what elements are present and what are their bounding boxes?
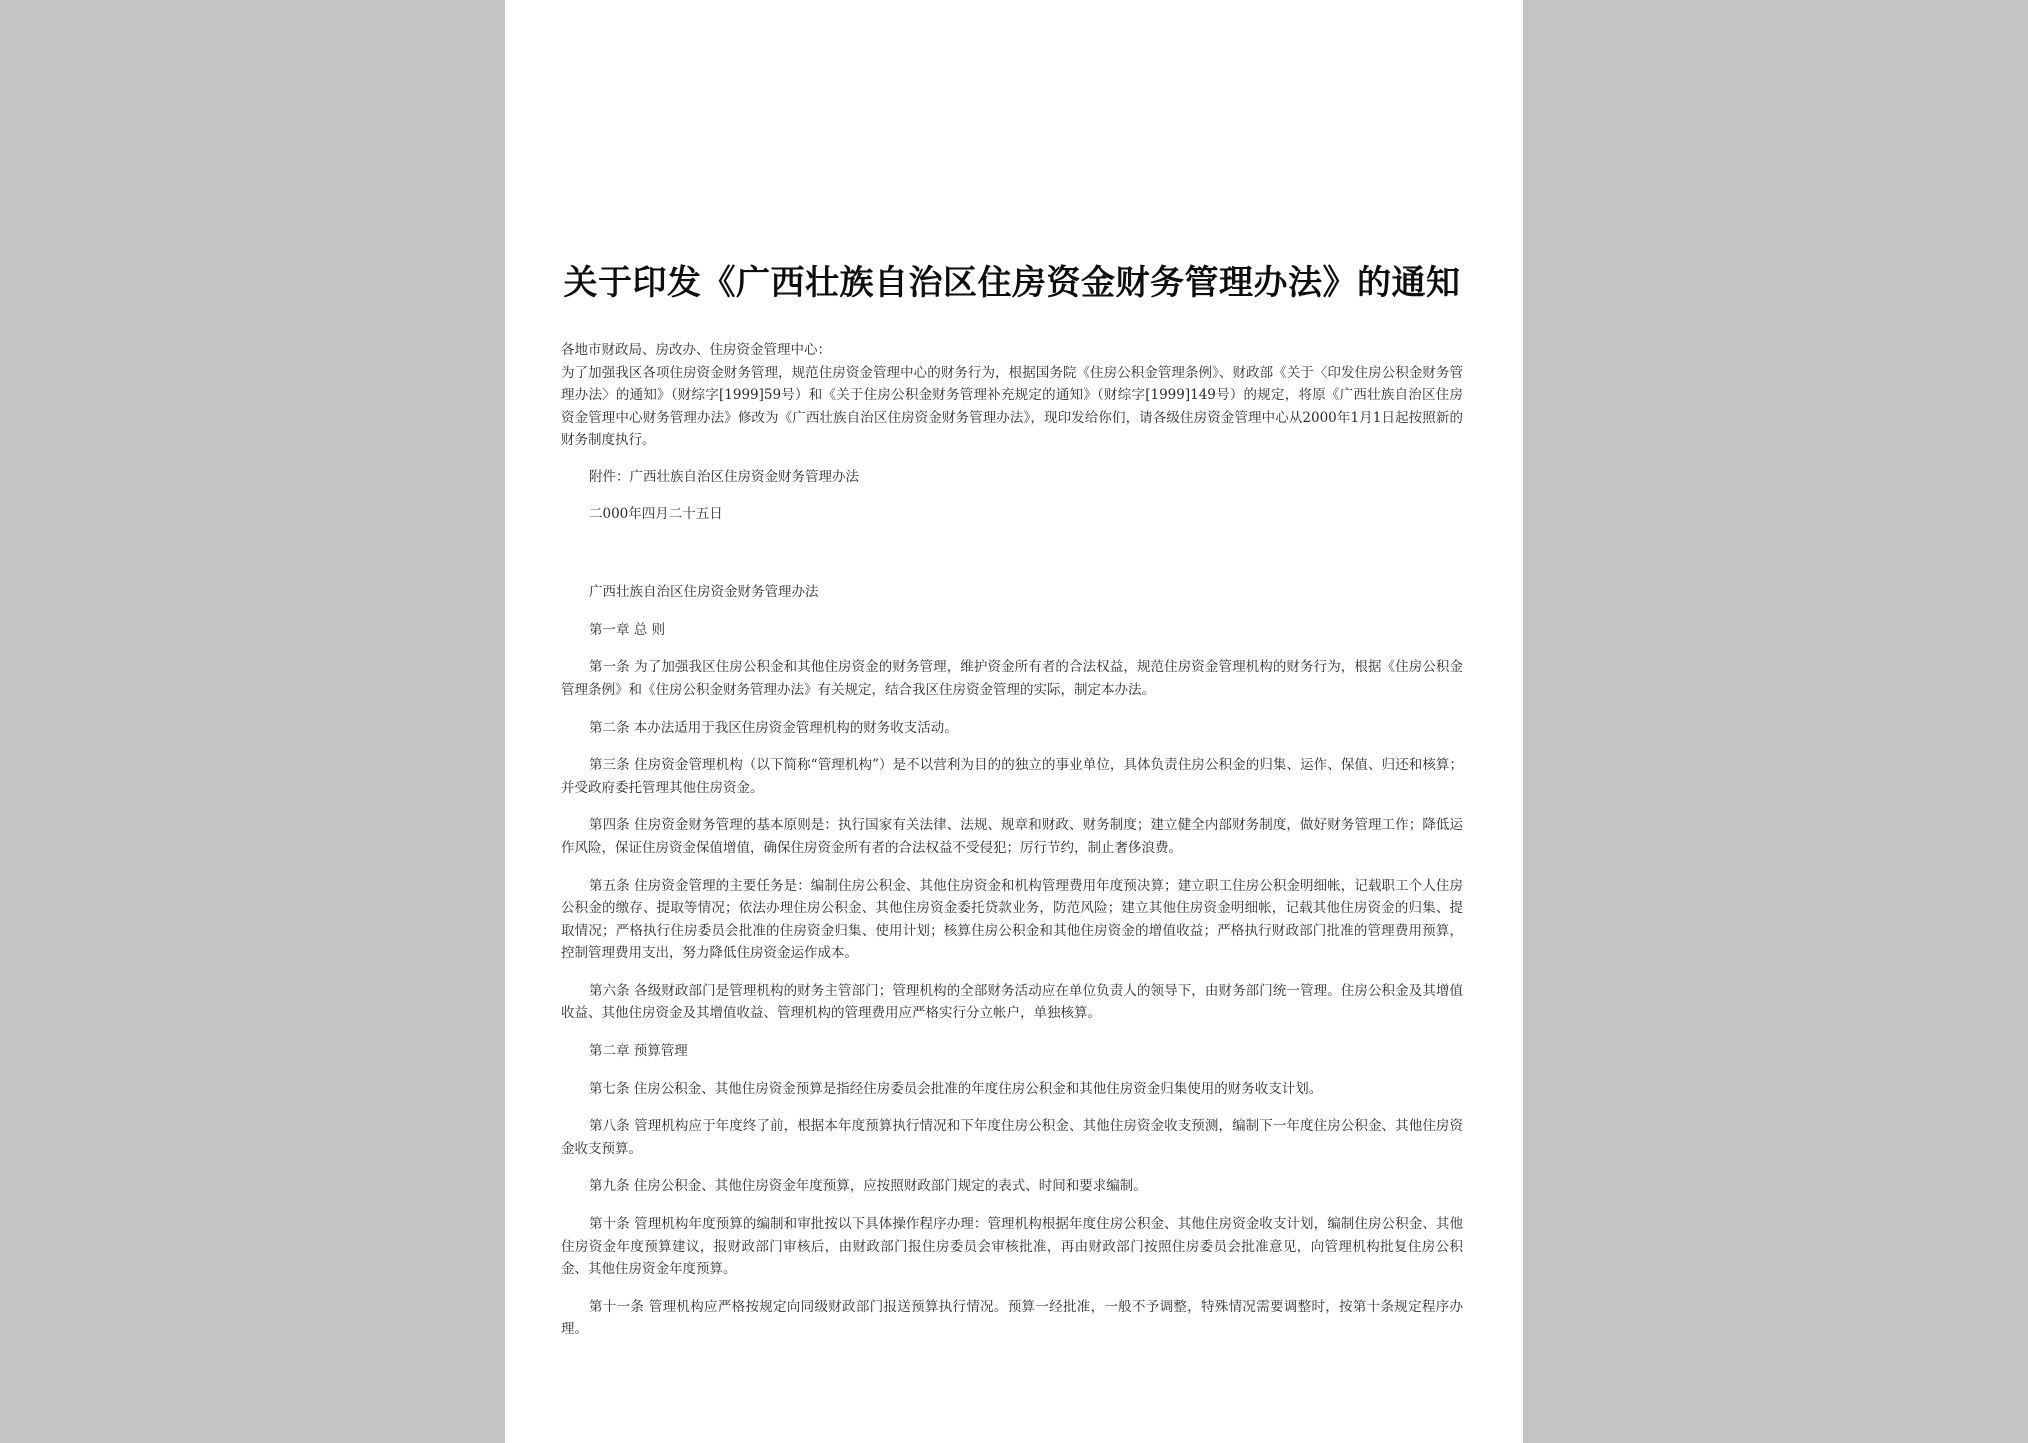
chapter-heading: 第一章 总 则 <box>589 621 666 638</box>
document-page <box>505 0 1523 1443</box>
attachment-line: 附件：广西壮族自治区住房资金财务管理办法 <box>589 468 859 485</box>
article-9: 第九条 住房公积金、其他住房资金年度预算，应按照财政部门规定的表式、时间和要求编制。 <box>589 1178 1147 1195</box>
salutation: 各地市财政局、房改办、住房资金管理中心： <box>561 342 831 358</box>
article-8: 第八条 管理机构应于年度终了前，根据本年度预算执行情况和下年度住房公积金、其他住房资金收支预测，编制下一年度住房公积金、其他住房资金收支预算。 <box>561 1118 1463 1157</box>
article-4: 第四条 住房资金财务管理的基本原则是：执行国家有关法律、法规、规章和财政、财务制度；建立健全内部财务制度，做好财务管理工作；降低运作风险，保证住房资金保值增值，确保住房资金所有者的合法权益不受侵犯；厉行节约，制止奢侈浪费。 <box>561 817 1463 856</box>
article-3: 第三条 住房资金管理机构（以下简称“管理机构”）是不以营利为目的的独立的事业单位，具体负责住房公积金的归集、运作、保值、归还和核算；并受政府委托管理其他住房资金。 <box>561 757 1463 796</box>
article-1: 第一条 为了加强我区住房公积金和其他住房资金的财务管理，维护资金所有者的合法权益，规范住房资金管理机构的财务行为，根据《住房公积金管理条例》和《住房公积金财务管理办法》有关规定，结合我区住房资金管理的实际，制定本办法。 <box>561 659 1463 698</box>
issue-date: 二000年四月二十五日 <box>589 505 723 522</box>
document-title: 关于印发《广西壮族自治区住房资金财务管理办法》的通知 <box>563 263 1461 303</box>
article-5: 第五条 住房资金管理的主要任务是：编制住房公积金、其他住房资金和机构管理费用年度预决算；建立职工住房公积金明细帐，记载职工个人住房公积金的缴存、提取等情况；依法办理住房公积金、其他住房资金委托贷款业务，防范风险；建立其他住房资金明细帐，记载其他住房资金的归集、提取情况；严格执行住房委员会批准的住房资金归集、使用计划；核算住房公积金和其他住房资金的增值收益；严格执行财政部门批准的管理费用预算，控制管理费用支出，努力降低住房资金运作成本。 <box>561 877 1463 962</box>
chapter-heading: 第二章 预算管理 <box>589 1043 688 1060</box>
article-11: 第十一条 管理机构应严格按规定向同级财政部门报送预算执行情况。预算一经批准，一般不予调整，特殊情况需要调整时，按第十条规定程序办理。 <box>561 1298 1463 1338</box>
regulation-title: 广西壮族自治区住房资金财务管理办法 <box>589 584 819 601</box>
article-7: 第七条 住房公积金、其他住房资金预算是指经住房委员会批准的年度住房公积金和其他住房资金归集使用的财务收支计划。 <box>589 1080 1323 1097</box>
article-10: 第十条 管理机构年度预算的编制和审批按以下具体操作程序办理：管理机构根据年度住房公积金、其他住房资金收支计划，编制住房公积金、其他住房资金年度预算建议，报财政部门审核后，由财政部门报住房委员会审核批准，再由财政部门按照住房委员会批准意见，向管理机构批复住房公积金、其他住房资金年度预算。 <box>561 1216 1463 1278</box>
intro-paragraph: 为了加强我区各项住房资金财务管理，规范住房资金管理中心的财务行为，根据国务院《住房公积金管理条例》、财政部《关于〈印发住房公积金财务管理办法〉的通知》（财综字[1999]59号）和《关于住房公积金财务管理补充规定的通知》（财综字[1999]149号）的规定，将原《广西壮族自治区住房资金管理中心财务管理办法》修改为《广西壮族自治区住房资金财务管理办法》，现印发给你们，请各级住房资金管理中心从2000年1月1日起按照新的财务制度执行。 <box>561 364 1463 449</box>
article-2: 第二条 本办法适用于我区住房资金管理机构的财务收支活动。 <box>589 719 958 736</box>
article-6: 第六条 各级财政部门是管理机构的财务主管部门；管理机构的全部财务活动应在单位负责人的领导下，由财务部门统一管理。住房公积金及其增值收益、其他住房资金及其增值收益、管理机构的管理费用应严格实行分立帐户，单独核算。 <box>561 982 1463 1022</box>
